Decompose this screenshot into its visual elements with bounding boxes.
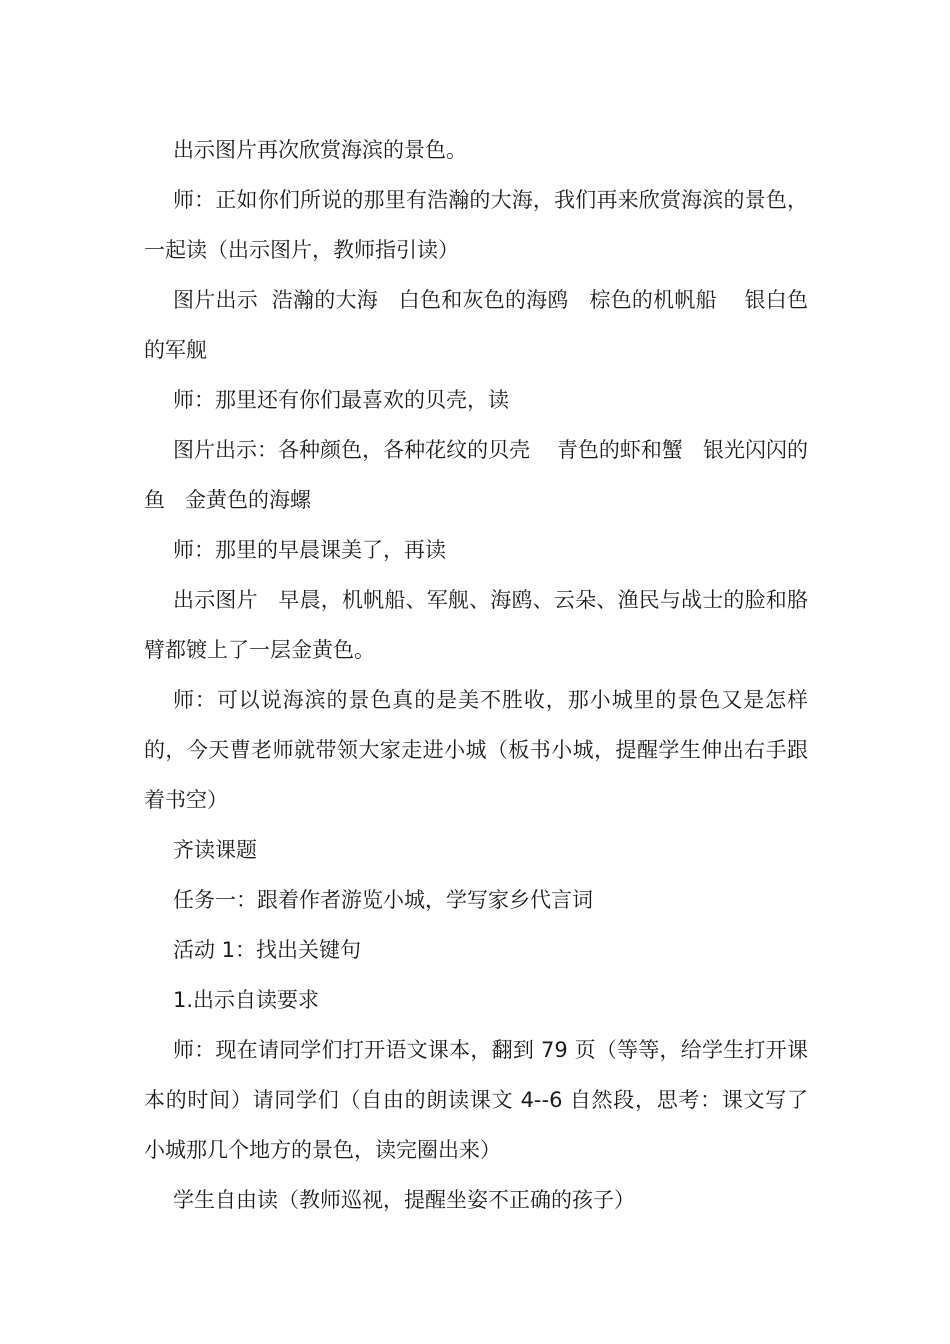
paragraph: 任务一：跟着作者游览小城，学写家乡代言词 (173, 888, 593, 912)
paragraph: 学生自由读（教师巡视，提醒坐姿不正确的孩子） (173, 1188, 635, 1212)
paragraph: 1.出示自读要求 (173, 988, 320, 1012)
paragraph: 图片出示 浩瀚的大海 白色和灰色的海鸥 棕色的机帆船 银白色的军舰 (144, 288, 808, 362)
paragraph: 师：正如你们所说的那里有浩瀚的大海，我们再来欣赏海滨的景色，一起读（出示图片，教师指引读） (144, 188, 808, 262)
paragraph: 图片出示：各种颜色，各种花纹的贝壳 青色的虾和蟹 银光闪闪的鱼 金黄色的海螺 (144, 438, 808, 512)
paragraph: 活动 1：找出关键句 (173, 938, 362, 962)
paragraph: 师：那里还有你们最喜欢的贝壳，读 (173, 388, 509, 412)
paragraph: 师：可以说海滨的景色真的是美不胜收，那小城里的景色又是怎样的，今天曹老师就带领大家走进小城（板书小城，提醒学生伸出右手跟着书空） (144, 688, 808, 812)
paragraph: 出示图片 早晨，机帆船、军舰、海鸥、云朵、渔民与战士的脸和胳臂都镀上了一层金黄色。 (144, 588, 808, 662)
paragraph: 师：那里的早晨课美了，再读 (173, 538, 446, 562)
paragraph: 齐读课题 (173, 838, 257, 862)
paragraph: 出示图片再次欣赏海滨的景色。 (173, 138, 467, 162)
paragraph: 师：现在请同学们打开语文课本，翻到 79 页（等等，给学生打开课本的时间）请同学们（自由的朗读课文 4--6 自然段，思考：课文写了小城那几个地方的景色，读完圈出来） (144, 1038, 808, 1162)
document-body (144, 125, 808, 1225)
